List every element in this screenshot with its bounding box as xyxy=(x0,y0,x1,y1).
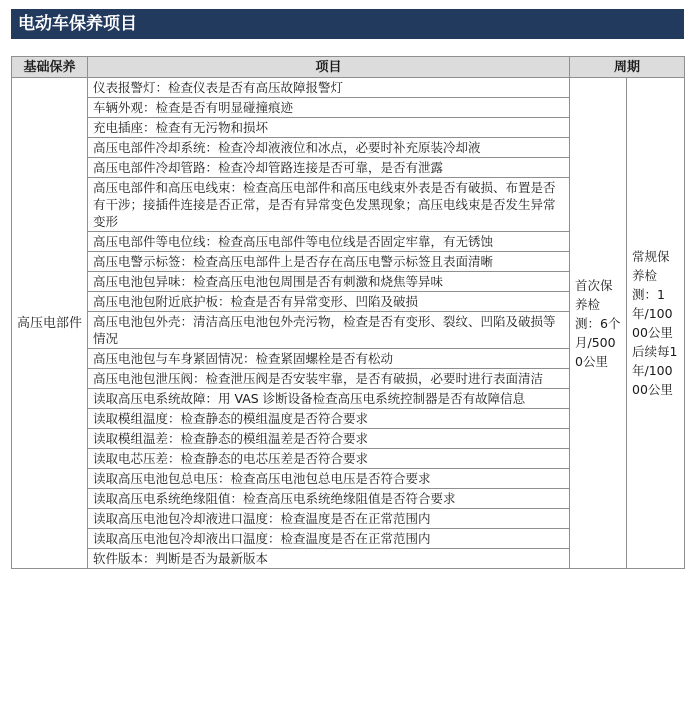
item-cell: 读取高压电系统故障：用 VAS 诊断设备检查高压电系统控制器是否有故障信息 xyxy=(88,389,570,409)
regular-service-period: 常规保养检测：1年/10000公里后续每1年/10000公里 xyxy=(627,78,685,569)
first-service-period: 首次保养检测：6个月/5000公里 xyxy=(570,78,627,569)
item-cell: 读取高压电池包总电压：检查高压电池包总电压是否符合要求 xyxy=(88,469,570,489)
item-cell: 高压电部件和高压电线束：检查高压电部件和高压电线束外表是否有破损、布置是否有干涉；接插件连接是否正常，是否有异常变色发黑现象；高压电线束是否发生异常变形 xyxy=(88,178,570,232)
page-title: 电动车保养项目 xyxy=(11,9,684,39)
item-cell: 高压电警示标签：检查高压电部件上是否存在高压电警示标签且表面清晰 xyxy=(88,252,570,272)
item-cell: 高压电池包与车身紧固情况：检查紧固螺栓是否有松动 xyxy=(88,349,570,369)
item-cell: 高压电部件冷却管路：检查冷却管路连接是否可靠，是否有泄露 xyxy=(88,158,570,178)
item-cell: 高压电部件等电位线：检查高压电部件等电位线是否固定牢靠，有无锈蚀 xyxy=(88,232,570,252)
header-category: 基础保养 xyxy=(12,57,88,78)
item-cell: 读取模组温差：检查静态的模组温差是否符合要求 xyxy=(88,429,570,449)
item-cell: 高压电部件冷却系统：检查冷却液液位和冰点，必要时补充原装冷却液 xyxy=(88,138,570,158)
item-cell: 高压电池包附近底护板：检查是否有异常变形、凹陷及破损 xyxy=(88,292,570,312)
item-cell: 高压电池包泄压阀：检查泄压阀是否安装牢靠，是否有破损，必要时进行表面清洁 xyxy=(88,369,570,389)
item-cell: 读取高压电系统绝缘阻值：检查高压电系统绝缘阻值是否符合要求 xyxy=(88,489,570,509)
item-cell: 读取模组温度：检查静态的模组温度是否符合要求 xyxy=(88,409,570,429)
item-cell: 软件版本：判断是否为最新版本 xyxy=(88,549,570,569)
item-cell: 高压电池包外壳：清洁高压电池包外壳污物，检查是否有变形、裂纹、凹陷及破损等情况 xyxy=(88,312,570,349)
maintenance-table xyxy=(11,56,685,569)
table-row xyxy=(12,78,685,98)
header-item: 项目 xyxy=(88,57,570,78)
item-cell: 读取高压电池包冷却液进口温度：检查温度是否在正常范围内 xyxy=(88,509,570,529)
item-cell: 读取电芯压差：检查静态的电芯压差是否符合要求 xyxy=(88,449,570,469)
table-header-row xyxy=(12,57,685,78)
category-cell: 高压电部件 xyxy=(12,78,88,569)
item-cell: 车辆外观：检查是否有明显碰撞痕迹 xyxy=(88,98,570,118)
item-cell: 充电插座：检查有无污物和损坏 xyxy=(88,118,570,138)
item-cell: 仪表报警灯：检查仪表是否有高压故障报警灯 xyxy=(88,78,570,98)
header-period: 周期 xyxy=(570,57,685,78)
item-cell: 高压电池包异味：检查高压电池包周围是否有刺激和烧焦等异味 xyxy=(88,272,570,292)
item-cell: 读取高压电池包冷却液出口温度：检查温度是否在正常范围内 xyxy=(88,529,570,549)
page-bottom-edge xyxy=(0,698,700,711)
